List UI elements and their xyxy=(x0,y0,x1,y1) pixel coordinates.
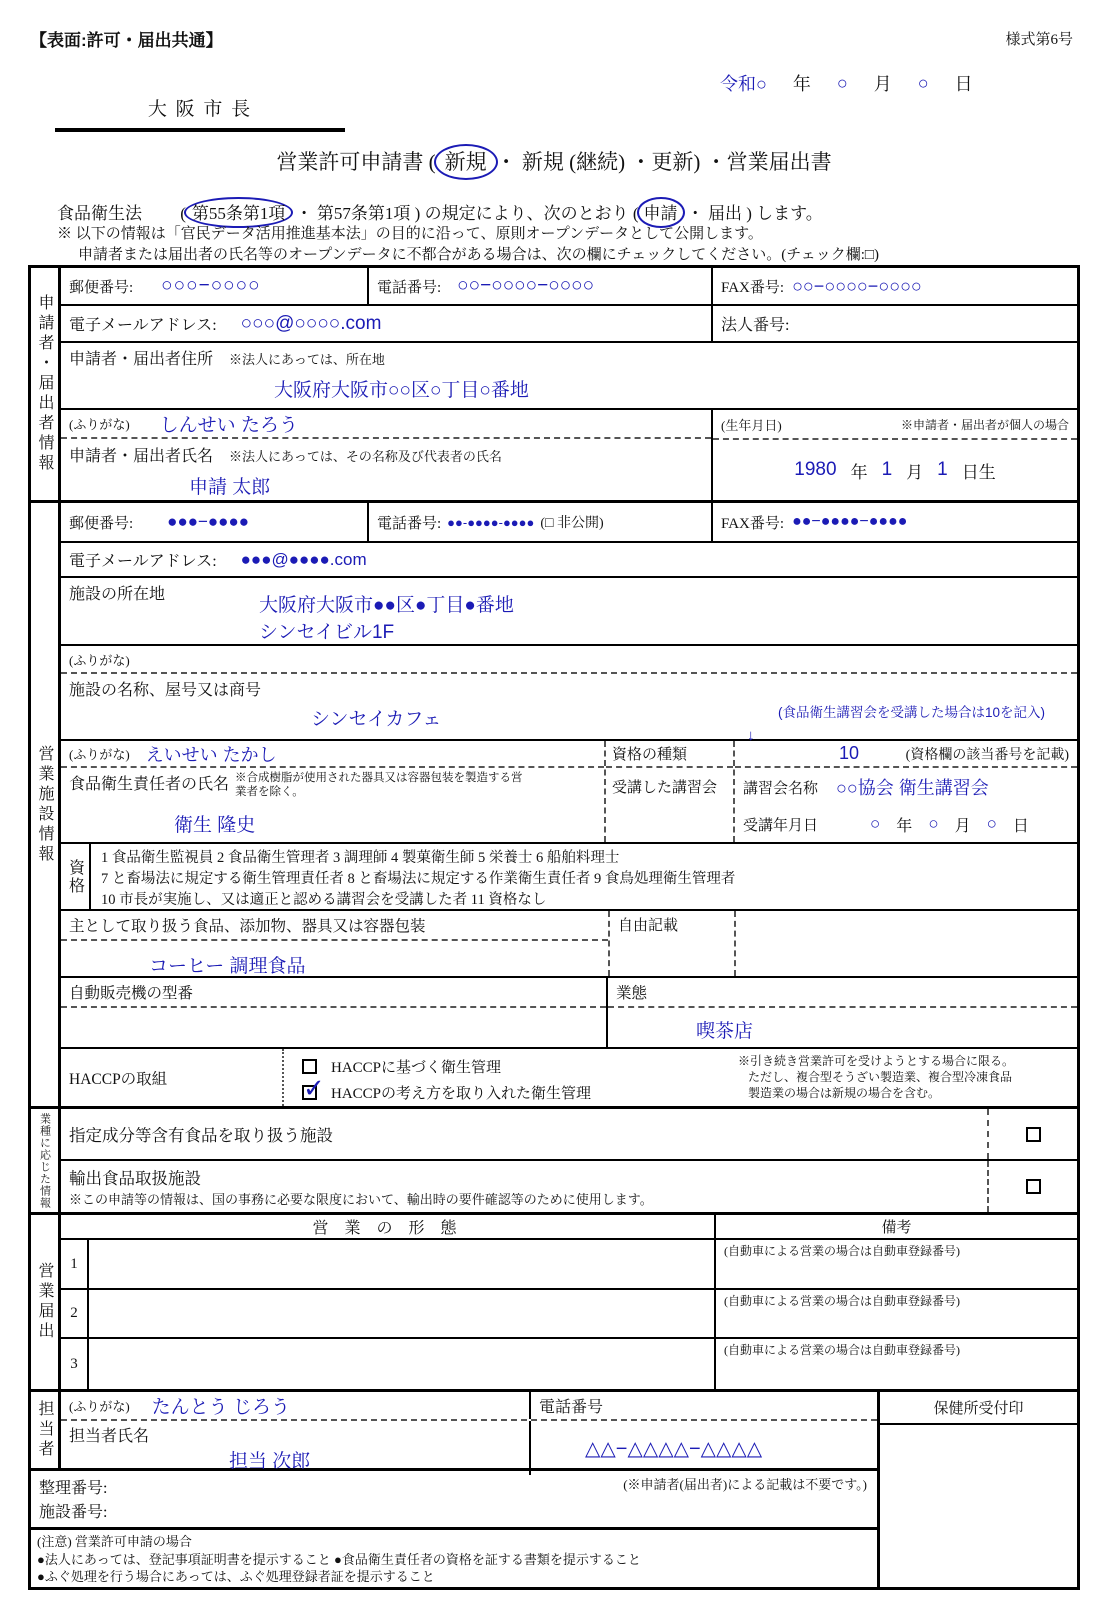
law-circled-apply: 申請 xyxy=(637,197,685,228)
haccp-options xyxy=(284,1049,736,1106)
applicant-phone-value: ○○−○○○○−○○○○ xyxy=(457,275,595,296)
applicant-address-label: 申請者・届出者住所 xyxy=(69,351,214,368)
manager-name-cell[interactable] xyxy=(61,768,604,842)
stamp-area xyxy=(880,1425,1077,1587)
contact-name-cell[interactable] xyxy=(61,1421,529,1475)
birth-header xyxy=(713,410,1077,440)
manager-name-value: 衛生 隆史 xyxy=(174,814,256,836)
birth-day-suffix: 日生 xyxy=(961,462,996,482)
foods-cell[interactable] xyxy=(61,911,610,976)
course-date-day-value: ○ xyxy=(986,814,997,833)
bottom-region xyxy=(31,1392,1077,1587)
course-hint: (食品衛生講習会を受講した場合は10を記入) xyxy=(777,705,1045,720)
applicant-section-label: 申請者・届出者情報 xyxy=(31,268,61,500)
manager-name-note: ※合成樹脂が使用された器具又は容器包装を製造する営業者を除く。 xyxy=(235,772,523,799)
business-form-entry-1[interactable] xyxy=(89,1240,716,1288)
facility-postal-cell[interactable] xyxy=(61,503,369,541)
business-form-header: 営 業 の 形 態 xyxy=(61,1215,716,1238)
vending-label: 自動販売機の型番 xyxy=(61,978,606,1008)
applicant-postal-cell[interactable] xyxy=(61,268,369,304)
export-facility-note: ※この申請等の情報は、国の事務に必要な限度において、輸出時の要件確認等のために使用します。 xyxy=(69,1192,653,1207)
business-type-value: 喫茶店 xyxy=(696,1021,754,1042)
remarks-entry-3[interactable] xyxy=(716,1339,1077,1389)
applicant-fax-label: FAX番号: xyxy=(721,279,785,296)
manager-furigana-row[interactable] xyxy=(61,741,604,768)
applicant-email-label: 電子メールアドレス: xyxy=(69,317,217,334)
course-name-label: 講習会名称 xyxy=(743,780,819,797)
stamp-box-label: 保健所受付印 xyxy=(880,1392,1077,1425)
applicant-email-value: ○○○@○○○○.com xyxy=(240,312,382,334)
designated-ingredient-label-cell xyxy=(61,1109,989,1159)
haccp-option-2[interactable] xyxy=(302,1080,728,1104)
corp-number-label: 法人番号: xyxy=(721,317,790,334)
office-use-note: (※申請者(届出者)による記載は不要です。) xyxy=(623,1477,867,1492)
industry-section-label: 業種に応じた情報 xyxy=(31,1109,61,1212)
birth-day-value: 1 xyxy=(937,459,948,480)
law-label: 食品衛生法 xyxy=(57,204,142,223)
birth-year-value: 1980 xyxy=(794,459,837,480)
qual-type-value: 10 xyxy=(839,743,860,763)
course-date-cell[interactable] xyxy=(735,806,1077,842)
facility-furigana-row[interactable] xyxy=(61,646,1077,672)
qual-type-label: 資格の種類 xyxy=(612,747,688,763)
applicant-furigana-value: しんせい たろう xyxy=(159,415,298,436)
title-circled-mark: 新規 xyxy=(434,144,498,180)
qual-type-value-cell[interactable] xyxy=(735,741,1077,768)
qual-type-note: (資格欄の該当番号を記載) xyxy=(905,747,1069,763)
facility-location-label: 施設の所在地 xyxy=(69,586,166,603)
manager-furigana-value: えいせい たかし xyxy=(145,744,277,765)
contact-phone-label-cell xyxy=(529,1392,877,1419)
date-month-value: ○ xyxy=(836,72,848,93)
contact-name-label: 担当者氏名 xyxy=(69,1428,150,1445)
vending-cell[interactable] xyxy=(61,978,608,1047)
applicant-address-value: 大阪府大阪市○○区○丁目○番地 xyxy=(274,380,529,401)
remarks-header: 備考 xyxy=(881,1220,912,1236)
foods-value: コーヒー 調理食品 xyxy=(149,956,306,977)
applicant-name-value: 申請 太郎 xyxy=(189,477,271,498)
notice-line-1: (注意) 営業許可申請の場合 xyxy=(37,1534,192,1549)
form-title xyxy=(0,144,1108,180)
applicant-postal-value: ○○○−○○○○ xyxy=(161,275,261,296)
notice-line-2: ●法人にあっては、登記事項証明書を提示すること ●食品衛生責任者の資格を証する書類を提示すること xyxy=(37,1551,641,1567)
facility-name-cell[interactable] xyxy=(61,674,1077,744)
contact-name-value: 担当 次郎 xyxy=(229,1451,311,1472)
date-day-suffix: 日 xyxy=(954,74,973,94)
remarks-entry-2[interactable] xyxy=(716,1290,1077,1337)
facility-location-line2: シンセイビル1F xyxy=(259,622,395,643)
course-date-year-suffix: 年 xyxy=(896,817,913,835)
open-data-note-2: 申請者または届出者の氏名等のオープンデータに不都合がある場合は、次の欄にチェックしてください。(チェック欄:□) xyxy=(78,247,879,263)
contact-section-label: 担当者 xyxy=(31,1392,61,1468)
applicant-furigana-row[interactable] xyxy=(61,410,711,439)
qualification-line-3: 10 市長が実施し、又は適正と認める講習会を受講した者 11 資格なし xyxy=(101,892,547,909)
export-facility-label-cell xyxy=(61,1161,989,1212)
haccp-checkbox-2-checked[interactable] xyxy=(302,1085,317,1100)
free-entry-label: 自由記載 xyxy=(618,918,679,934)
business-form-section-label: 営業届出 xyxy=(31,1215,61,1389)
corp-number-cell[interactable] xyxy=(713,306,1077,341)
course-label-cell xyxy=(606,768,733,842)
export-facility-label: 輸出食品取扱施設 xyxy=(69,1169,201,1188)
haccp-label-cell xyxy=(61,1049,284,1106)
applicant-furigana-label: (ふりがな) xyxy=(69,417,130,432)
course-name-value: ○○協会 衛生講習会 xyxy=(836,778,989,798)
applicant-address-cell[interactable] xyxy=(61,343,1077,408)
contact-phone-value-cell[interactable] xyxy=(529,1421,877,1475)
applicant-address-note: ※法人にあっては、所在地 xyxy=(229,352,385,367)
form-title-pre: 営業許可申請書 ( xyxy=(276,150,436,174)
facility-location-line1: 大阪府大阪市●●区●丁目●番地 xyxy=(259,595,514,616)
contact-furigana-row[interactable] xyxy=(61,1392,529,1419)
industry-section xyxy=(31,1109,1077,1215)
birth-label: (生年月日) xyxy=(721,417,782,433)
applicant-postal-label: 郵便番号: xyxy=(69,279,134,296)
course-name-cell[interactable] xyxy=(735,768,1077,806)
facility-phone-value: ●●-●●●●-●●●● xyxy=(447,514,535,530)
ref-number-label[interactable]: 整理番号: xyxy=(39,1480,108,1497)
qualification-list-label: 資格 xyxy=(61,844,91,909)
designated-ingredient-checkbox-cell[interactable] xyxy=(989,1109,1077,1159)
facility-email-cell[interactable] xyxy=(61,543,1077,576)
birth-month-value: 1 xyxy=(881,459,893,480)
notice-section xyxy=(31,1530,877,1587)
business-form-entry-2[interactable] xyxy=(89,1290,716,1337)
date-year-suffix: 年 xyxy=(792,74,811,94)
birth-date-field[interactable] xyxy=(713,440,1077,500)
haccp-option-2-label: HACCPの考え方を取り入れた衛生管理 xyxy=(331,1085,592,1102)
contact-furigana-label: (ふりがな) xyxy=(69,1399,130,1414)
haccp-note-line-1: ※引き続き営業許可を受けようとする場合に限る。 xyxy=(738,1054,1015,1068)
facility-section xyxy=(31,503,1077,1109)
row-number: 3 xyxy=(61,1339,89,1389)
applicant-email-cell[interactable] xyxy=(61,306,713,341)
notice-line-3: ●ふぐ処理を行う場合にあっては、ふぐ処理登録者証を提示すること xyxy=(37,1569,435,1585)
facility-name-value: シンセイカフェ xyxy=(311,709,442,730)
course-date-day-suffix: 日 xyxy=(1012,817,1029,835)
course-date-year-value: ○ xyxy=(870,814,881,833)
designated-ingredient-checkbox[interactable] xyxy=(1026,1127,1041,1142)
business-form-row-2 xyxy=(61,1290,1077,1339)
facility-furigana-label: (ふりがな) xyxy=(69,652,130,668)
contact-section xyxy=(31,1392,877,1471)
open-data-note-1: ※ 以下の情報は「官民データ活用推進基本法」の目的に沿って、原則オープンデータとして公開します。 xyxy=(57,226,763,242)
export-facility-checkbox-cell[interactable] xyxy=(989,1161,1077,1212)
facility-email-label: 電子メールアドレス: xyxy=(69,553,217,570)
manager-furigana-label: (ふりがな) xyxy=(69,747,130,762)
facility-fax-value: ●●−●●●●−●●●● xyxy=(792,513,908,530)
arrow-down-icon: ↓ xyxy=(747,728,755,744)
facility-name-label: 施設の名称、屋号又は商号 xyxy=(69,682,262,699)
law-mid: ・ 第57条第1項 ) の規定により、次のとおり ( xyxy=(291,204,639,223)
contact-phone-value: △△−△△△△−△△△△ xyxy=(585,1437,763,1460)
contact-furigana-value: たんとう じろう xyxy=(151,1397,290,1418)
facility-postal-label: 郵便番号: xyxy=(69,515,134,532)
applicant-phone-label: 電話番号: xyxy=(377,279,442,296)
law-circled-clause: 第55条第1項 xyxy=(184,197,294,228)
haccp-note-line-2: ただし、複合型そうざい製造業、複合型冷凍食品 xyxy=(748,1070,1013,1085)
haccp-option-1[interactable] xyxy=(302,1054,728,1078)
contact-phone-label: 電話番号 xyxy=(539,1399,604,1416)
facility-postal-value: ●●●−●●●● xyxy=(167,512,249,531)
haccp-checkbox-1[interactable] xyxy=(302,1059,317,1074)
office-numbers-section xyxy=(31,1471,877,1530)
applicant-name-label: 申請者・届出者氏名 xyxy=(69,448,214,465)
remarks-entry-1[interactable] xyxy=(716,1240,1077,1288)
applicant-section xyxy=(31,268,1077,503)
business-type-cell[interactable] xyxy=(608,978,1077,1047)
applicant-phone-cell[interactable] xyxy=(369,268,713,304)
course-date-month-suffix: 月 xyxy=(954,817,971,835)
business-form-row-1 xyxy=(61,1240,1077,1290)
main-form xyxy=(28,265,1080,1590)
free-entry-label-cell xyxy=(610,911,736,976)
stamp-box xyxy=(877,1392,1077,1587)
applicant-name-note: ※法人にあっては、その名称及び代表者の氏名 xyxy=(229,449,502,464)
haccp-note-line-3: 製造業の場合は新規の場合を含む。 xyxy=(748,1086,941,1101)
course-date-label: 受講年月日 xyxy=(743,817,819,834)
facility-email-value: ●●●@●●●●.com xyxy=(240,549,367,569)
applicant-fax-cell[interactable] xyxy=(713,268,1077,304)
facility-phone-cell[interactable] xyxy=(369,503,713,541)
form-code: 様式第6号 xyxy=(1005,32,1073,48)
business-form-row-3 xyxy=(61,1339,1077,1389)
facility-number-label[interactable]: 施設番号: xyxy=(39,1504,108,1521)
birth-month-suffix: 月 xyxy=(906,462,924,482)
business-type-label: 業態 xyxy=(608,978,1077,1008)
qualification-line-1: 1 食品衛生監視員 2 食品衛生管理者 3 調理師 4 製菓衛生師 5 栄養士 6 船舶料理士 xyxy=(101,850,620,866)
haccp-option-1-label: HACCPに基づく衛生管理 xyxy=(331,1059,502,1076)
facility-phone-private-option[interactable]: (□ 非公開) xyxy=(540,516,604,531)
course-date-month-value: ○ xyxy=(928,814,939,833)
law-open-paren: ( xyxy=(180,204,186,223)
qualification-line-2: 7 と畜場法に規定する衛生管理責任者 8 と畜場法に規定する作業衛生責任者 9 食鳥処理衛生管理者 xyxy=(101,871,736,888)
date-month-suffix: 月 xyxy=(873,74,892,94)
remark-note: (自動車による営業の場合は自動車登録番号) xyxy=(724,1343,960,1357)
date-day-value: ○ xyxy=(917,72,929,93)
form-title-post: ・ 新規 (継続) ・更新) ・営業届出書 xyxy=(495,150,832,174)
applicant-name-cell[interactable] xyxy=(61,439,711,503)
row-number: 1 xyxy=(61,1240,89,1288)
designated-ingredient-label: 指定成分等含有食品を取り扱う施設 xyxy=(69,1126,333,1145)
facility-fax-cell[interactable] xyxy=(713,503,1077,541)
qualification-list xyxy=(91,844,1077,909)
applicant-fax-value: ○○−○○○○−○○○○ xyxy=(792,275,922,296)
remark-note: (自動車による営業の場合は自動車登録番号) xyxy=(724,1294,960,1308)
birth-year-suffix: 年 xyxy=(850,462,868,482)
facility-fax-label: FAX番号: xyxy=(721,515,785,532)
foods-label: 主として取り扱う食品、添加物、器具又は容器包装 xyxy=(61,911,608,941)
export-facility-checkbox[interactable] xyxy=(1026,1179,1041,1194)
facility-phone-label: 電話番号: xyxy=(377,515,442,532)
facility-section-label: 営業施設情報 xyxy=(31,503,61,1106)
facility-location-value xyxy=(259,590,1069,644)
manager-name-label: 食品衛生責任者の氏名 xyxy=(69,776,230,793)
remark-note: (自動車による営業の場合は自動車登録番号) xyxy=(724,1244,960,1258)
law-post: ・ 届出 ) します。 xyxy=(682,204,823,223)
business-form-entry-3[interactable] xyxy=(89,1339,716,1389)
facility-location-cell[interactable] xyxy=(61,578,1077,644)
course-label: 受講した講習会 xyxy=(612,780,718,796)
free-entry-area[interactable] xyxy=(736,911,1077,976)
date-era-value: 令和○ xyxy=(720,74,767,94)
date-field[interactable] xyxy=(720,70,973,96)
haccp-note xyxy=(736,1049,1077,1106)
haccp-label: HACCPの取組 xyxy=(69,1070,168,1088)
surface-label: 【表面:許可・届出共通】 xyxy=(30,31,223,50)
qual-type-label-cell xyxy=(606,741,733,768)
addressee: 大 阪 市 長 xyxy=(55,94,345,132)
business-form-section xyxy=(31,1215,1077,1392)
birth-note: ※申請者・届出者が個人の場合 xyxy=(900,417,1069,432)
row-number: 2 xyxy=(61,1290,89,1337)
